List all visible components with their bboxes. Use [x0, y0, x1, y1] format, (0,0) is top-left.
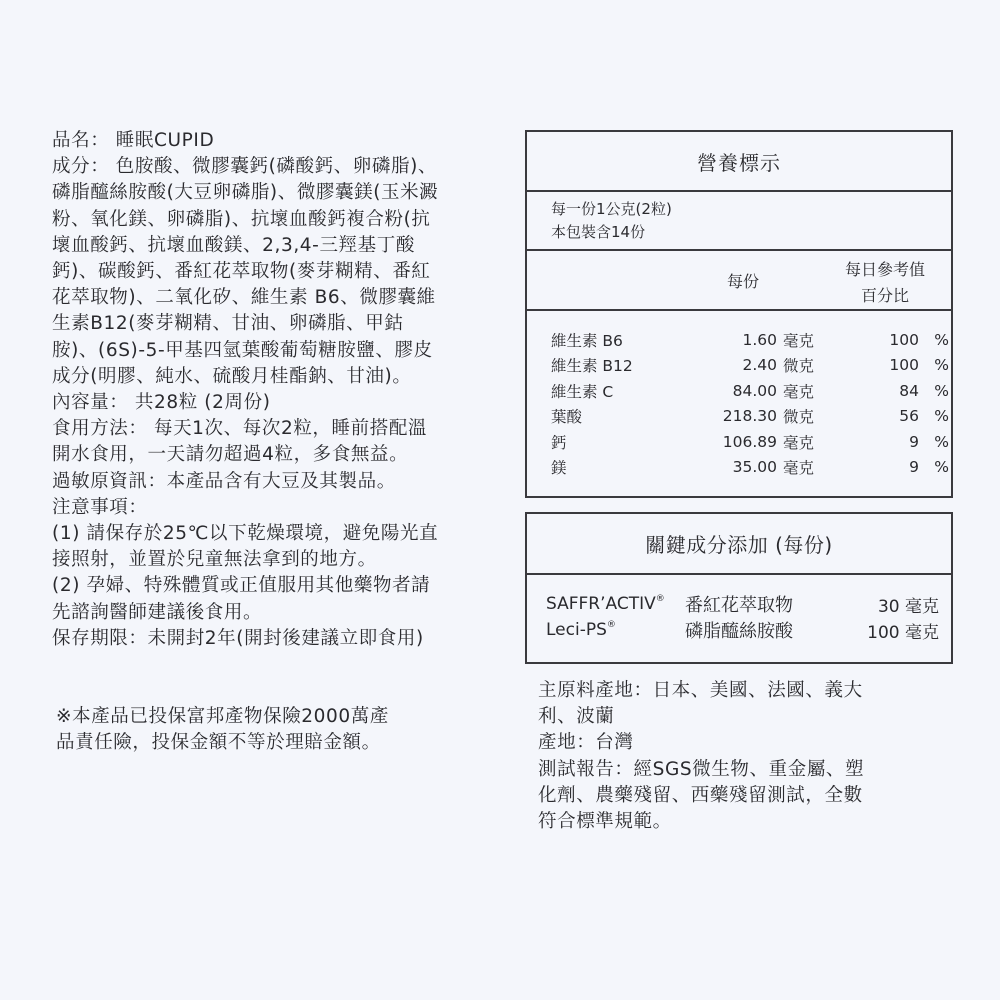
serving-info: [527, 192, 951, 251]
key-ingredient-row: [527, 617, 951, 643]
per-serving-header: 每份: [726, 272, 759, 291]
precaution-line: (1) 請保存於25℃以下乾燥環境，避免陽光直: [52, 523, 439, 545]
product-info-text: [52, 128, 512, 756]
nutrient-amount: 218.30: [722, 407, 777, 426]
registered-mark: ®: [606, 620, 616, 630]
percent-sign: %: [934, 432, 949, 451]
nutrient-daily-value: 56: [899, 407, 919, 426]
nutrient-daily-value: 100: [889, 330, 919, 349]
percent-sign: %: [934, 407, 949, 426]
ingredient-brand: [527, 620, 685, 640]
precaution-line: (2) 孕婦、特殊體質或正值服用其他藥物者請: [52, 575, 431, 597]
origin-and-testing-text: [538, 678, 938, 835]
nutrient-daily-value: 100: [889, 356, 919, 375]
test-report-line: 測試報告：經SGS微生物、重金屬、塑: [538, 758, 865, 780]
precautions-heading: 注意事項：: [52, 496, 148, 518]
percent-sign: %: [934, 330, 949, 349]
ingredients-line: 成分(明膠、純水、硫酸月桂酯鈉、甘油)。: [52, 365, 412, 387]
nutrient-unit: 微克: [783, 357, 815, 376]
ingredients-line: 磷脂醯絲胺酸(大豆卵磷脂)、微膠囊鎂(玉米澱: [52, 182, 439, 204]
net-content-line: 內容量： 共28粒 (2周份): [52, 392, 271, 414]
product-name-line: 品名： 睡眠CUPID: [52, 130, 215, 151]
nutrient-row: [527, 455, 951, 481]
nutrient-name: 維生素 B6: [551, 331, 623, 350]
key-ingredient-rows: [527, 575, 951, 643]
nutrient-amount: 1.60: [742, 330, 777, 349]
nutrient-row: [527, 404, 951, 430]
nutrient-unit: 毫克: [783, 331, 815, 350]
nutrient-daily-value: 9: [909, 458, 919, 477]
nutrient-amount: 106.89: [722, 432, 777, 451]
ingredient-brand: [527, 594, 685, 614]
daily-value-header-line1: 每日參考值: [844, 260, 925, 279]
insurance-notice-line: 品責任險，投保金額不等於理賠金額。: [56, 732, 381, 754]
ingredients-line: 生素B12(麥芽糊精、甘油、卵磷脂、甲鈷: [52, 313, 404, 335]
percent-sign: %: [934, 381, 949, 400]
ingredients-line: 花萃取物)、二氧化矽、維生素 B6、微膠囊維: [52, 287, 436, 309]
insurance-notice-line: ※本產品已投保富邦產物保險2000萬產: [56, 706, 389, 728]
test-report-line: 化劑、農藥殘留、西藥殘留測試，全數: [538, 784, 863, 806]
percent-sign: %: [934, 356, 949, 375]
nutrient-amount: 2.40: [742, 356, 777, 375]
brand-name: SAFFR’ACTIV: [546, 594, 656, 614]
nutrient-daily-value: 84: [899, 381, 919, 400]
ingredient-name: 磷脂醯絲胺酸: [685, 621, 793, 642]
nutrient-row: [527, 378, 951, 404]
nutrient-name: 鎂: [551, 459, 567, 478]
nutrition-facts-title: 營養標示: [527, 132, 951, 192]
percent-sign: %: [934, 458, 949, 477]
usage-line: 食用方法： 每天1次、每次2粒，睡前搭配溫: [52, 418, 428, 440]
nutrient-row: [527, 429, 951, 455]
ingredient-name: 番紅花萃取物: [685, 595, 793, 616]
nutrient-name: 葉酸: [551, 408, 583, 427]
nutrient-amount: 84.00: [732, 381, 777, 400]
shelf-life-line: 保存期限：未開封2年(開封後建議立即食用): [52, 627, 424, 649]
key-ingredients-table: [525, 512, 953, 664]
serving-size: 每一份1公克(2粒): [551, 200, 672, 218]
test-report-line: 符合標準規範。: [538, 811, 672, 833]
ingredient-amount: 100 毫克: [867, 622, 939, 643]
nutrition-facts-table: [525, 130, 953, 498]
nutrient-unit: 毫克: [783, 382, 815, 401]
precaution-line: 接照射，並置於兒童無法拿到的地方。: [52, 549, 377, 571]
nutrient-rows: [527, 311, 951, 480]
key-ingredients-title: 關鍵成分添加 (每份): [527, 514, 951, 575]
nutrient-daily-value: 9: [909, 432, 919, 451]
ingredient-amount: 30 毫克: [877, 596, 939, 617]
precaution-line: 先諮詢醫師建議後食用。: [52, 601, 263, 623]
raw-material-origin-line: 主原料產地：日本、美國、法國、義大: [538, 680, 863, 701]
usage-line: 開水食用，一天請勿超過4粒，多食無益。: [52, 444, 409, 466]
ingredients-line: 粉、氧化鎂、卵磷脂)、抗壞血酸鈣複合粉(抗: [52, 208, 431, 230]
allergen-line: 過敏原資訊：本產品含有大豆及其製品。: [52, 470, 396, 492]
nutrient-name: 維生素 B12: [551, 357, 633, 376]
nutrient-unit: 毫克: [783, 459, 815, 478]
daily-value-header: [835, 257, 935, 309]
brand-name: Leci-PS: [546, 620, 607, 640]
servings-per-package: 本包裝含14份: [551, 223, 646, 241]
place-of-origin-line: 產地：台灣: [538, 732, 634, 754]
ingredients-line: 鈣)、碳酸鈣、番紅花萃取物(麥芽糊精、番紅: [52, 261, 431, 283]
nutrient-name: 鈣: [551, 433, 567, 452]
key-ingredient-row: [527, 591, 951, 617]
ingredients-line: 壞血酸鈣、抗壞血酸鎂、2,3,4-三羥基丁酸: [52, 234, 415, 256]
registered-mark: ®: [655, 594, 665, 604]
nutrient-unit: 微克: [783, 408, 815, 427]
ingredients-line: 胺)、(6S)-5-甲基四氫葉酸葡萄糖胺鹽、膠皮: [52, 339, 433, 361]
nutrient-unit: 毫克: [783, 433, 815, 452]
nutrient-name: 維生素 C: [551, 382, 614, 401]
spacer: [52, 652, 512, 704]
raw-material-origin-line: 利、波蘭: [538, 706, 615, 728]
nutrition-table-header: [527, 251, 951, 311]
nutrient-row: [527, 353, 951, 379]
ingredients-line: 成分： 色胺酸、微膠囊鈣(磷酸鈣、卵磷脂)、: [52, 156, 438, 178]
nutrient-row: [527, 327, 951, 353]
nutrient-amount: 35.00: [732, 458, 777, 477]
daily-value-header-line2: 百分比: [860, 286, 909, 305]
